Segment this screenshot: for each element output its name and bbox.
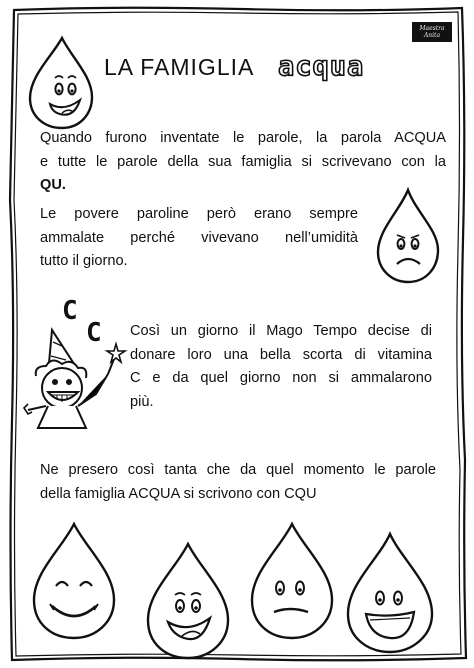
wizard-icon — [22, 322, 126, 432]
text-line: Le povere paroline però erano sempre — [40, 206, 358, 222]
text-line: più. — [130, 393, 154, 410]
page-title: LA FAMIGLIA — [104, 54, 255, 80]
happy-drop-icon — [22, 34, 98, 132]
letter-c: C — [86, 318, 102, 348]
sad-drop-icon — [370, 186, 446, 286]
text-line: e tutte le parole della sua famiglia si scrivevano con la — [40, 153, 446, 170]
paragraph-sick — [40, 203, 358, 274]
text-line: donare loro una bella scorta di vitamina — [130, 346, 432, 363]
paragraph-conclusion — [40, 459, 436, 506]
text-line: Quando furono inventate le parole, la parola ACQUA — [40, 130, 446, 146]
text-line: ammalate perché vivevano nell’umidità — [40, 229, 358, 246]
text-line: Ne presero così tanta che da quel momento le parole — [40, 462, 436, 478]
text-line: tutto il giorno. — [40, 253, 128, 269]
text-line-qu: QU. — [40, 177, 66, 193]
neutral-drop-icon — [244, 520, 340, 644]
text-line: della famiglia ACQUA si scrivono con CQU — [40, 485, 317, 502]
letter-c: C — [62, 296, 78, 326]
title-word-outline: acqua — [278, 51, 365, 82]
paragraph-wizard — [130, 320, 432, 414]
grinning-drop-icon — [340, 530, 440, 658]
author-logo: Maestra Anita — [412, 22, 452, 42]
text-line: Così un giorno il Mago Tempo decise di — [130, 323, 432, 339]
smiling-drop-icon — [26, 520, 122, 644]
text-line: C e da quel giorno non si ammalarono — [130, 370, 432, 386]
laughing-drop-icon — [140, 540, 236, 664]
